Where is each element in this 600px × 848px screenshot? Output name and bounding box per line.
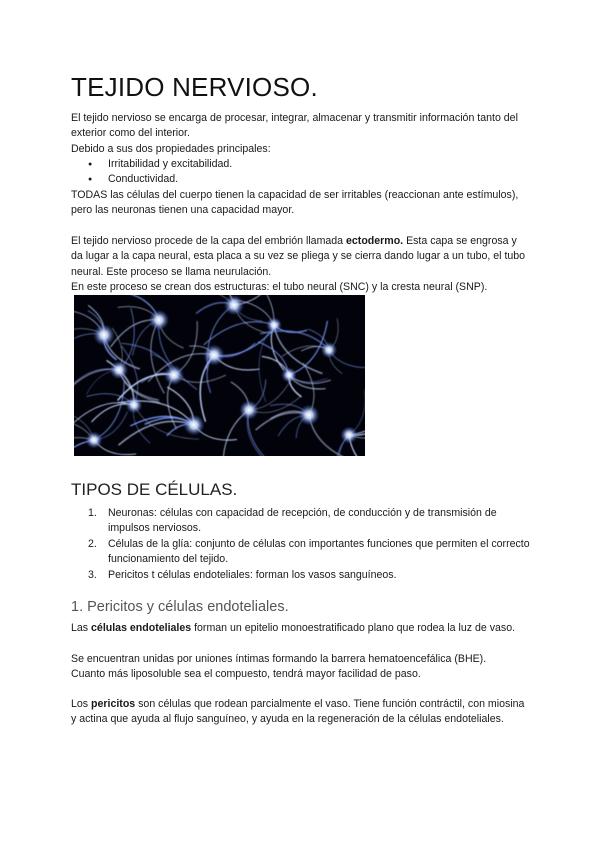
- pericytes-paragraph: Los pericitos son células que rodean parcialmente el vaso. Tiene función contráctil, con miosina y actina que ayuda al flujo sanguíneo, y ayuda en la regeneración de la células endoteliales.: [71, 698, 525, 726]
- list-item: ● Irritabilidad y excitabilidad.: [71, 157, 232, 172]
- neuron-soma: [93, 324, 115, 346]
- section-heading: TIPOS DE CÉLULAS.: [71, 480, 238, 499]
- neuron-soma: [149, 310, 169, 330]
- neuron-soma: [85, 431, 102, 448]
- neuron-soma: [224, 295, 244, 315]
- neuron-soma: [110, 361, 129, 380]
- neuron-soma: [183, 414, 204, 435]
- intro-paragraph: El tejido nervioso se encarga de procesar, integrar, almacenar y transmitir información tanto del exterior como del interior.: [71, 112, 518, 140]
- neuron-soma: [266, 317, 282, 333]
- list-item: 2. Células de la glía: conjunto de células con importantes funciones que permiten el correcto funcionamiento del tejido.: [88, 537, 530, 566]
- endothelial-term: células endoteliales: [91, 622, 192, 634]
- neuron-soma: [164, 365, 184, 385]
- subsection-heading: 1. Pericitos y células endoteliales.: [71, 599, 289, 615]
- page-title: TEJIDO NERVIOSO.: [71, 72, 318, 102]
- ectodermo-term: ectodermo.: [346, 235, 404, 247]
- neuron-soma: [239, 400, 259, 420]
- endothelial-paragraph: Las células endoteliales forman un epitelio monoestratificado plano que rodea la luz de vaso.: [71, 622, 516, 634]
- neuron-soma: [203, 344, 224, 365]
- neuron-soma: [321, 342, 337, 358]
- neuron-soma: [125, 396, 142, 413]
- properties-intro: Debido a sus dos propiedades principales:: [71, 143, 271, 155]
- neurons-network-image: [74, 295, 365, 456]
- structures-paragraph: En este proceso se crean dos estructuras: el tubo neural (SNC) y la cresta neural (SNP).: [71, 281, 488, 293]
- properties-list: [71, 157, 232, 188]
- list-item: 1. Neuronas: células con capacidad de recepción, de conducción y de transmisión de impulsos nerviosos.: [88, 507, 497, 535]
- liposoluble-paragraph: Cuanto más liposoluble sea el compuesto, tendrá mayor facilidad de paso.: [71, 668, 421, 680]
- neuron-soma: [281, 367, 296, 382]
- list-item: 3. Pericitos t células endoteliales: forman los vasos sanguíneos.: [88, 568, 397, 581]
- neuron-soma: [299, 405, 320, 426]
- neurons-illustration: [74, 295, 365, 456]
- pericytes-term: pericitos: [91, 698, 136, 710]
- cell-types-list: [71, 506, 531, 583]
- neuron-soma: [340, 426, 357, 443]
- bhe-paragraph: Se encuentran unidas por uniones íntimas formando la barrera hematoencefálica (BHE).: [71, 653, 487, 665]
- origin-paragraph: El tejido nervioso procede de la capa del embrión llamada ectodermo. Esta capa se engrosa y da lugar a la capa neural, esta placa a su vez se pliega y se cierra dando lugar a un tubo, el tubo neural. Este proceso se llama neurulación.: [71, 235, 526, 278]
- list-item: ● Conductividad.: [71, 172, 232, 187]
- irritability-paragraph: TODAS las células del cuerpo tienen la capacidad de ser irritables (reaccionan ante estímulos), pero las neuronas tienen una capacidad mayor.: [71, 189, 519, 217]
